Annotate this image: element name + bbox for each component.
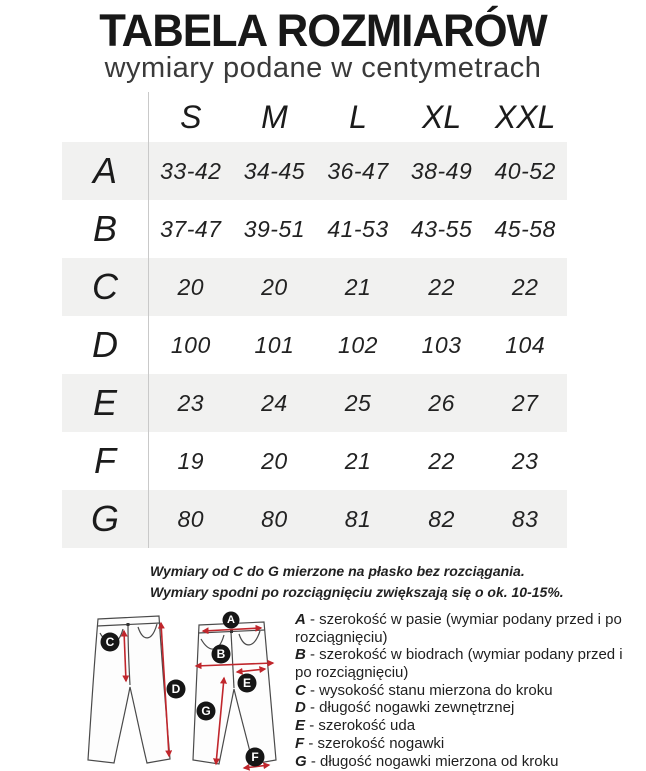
table-cell: 82 (428, 505, 455, 532)
table-cell: 101 (254, 331, 295, 358)
legend-text: - długość nogawki zewnętrznej (310, 699, 515, 717)
row-label: G (90, 498, 119, 539)
marker-g (197, 702, 216, 721)
marker-a (223, 612, 240, 629)
table-cell: 80 (261, 505, 288, 532)
fly-button (127, 623, 130, 626)
page-subtitle: wymiary podane w centymetrach (104, 52, 542, 84)
table-cell: 25 (344, 389, 372, 416)
legend-letter: G (295, 752, 307, 770)
pants-front-left (88, 616, 170, 763)
svg-text:C: C (105, 635, 115, 649)
table-cell: 80 (177, 505, 205, 532)
legend-item-b (295, 646, 643, 681)
table-cell: 21 (344, 273, 372, 300)
marker-d (167, 680, 186, 699)
size-header-xl: XL (422, 98, 462, 135)
svg-text:F: F (251, 750, 259, 764)
table-cell: 23 (177, 389, 205, 416)
table-cell: 20 (261, 273, 288, 300)
legend-letter: E (295, 717, 306, 735)
table-cell: 23 (511, 447, 539, 474)
legend-letter: F (295, 734, 305, 752)
measurement-legend (295, 611, 643, 771)
row-label: E (92, 382, 117, 423)
legend-letter: D (295, 699, 306, 717)
page-title: TABELA ROZMIARÓW (99, 5, 547, 56)
table-cell: 26 (428, 389, 455, 416)
bottom-section (0, 611, 646, 771)
legend-text: - szerokość nogawki (308, 734, 445, 752)
size-header-xxl: XXL (494, 98, 556, 135)
svg-text:D: D (171, 682, 181, 696)
table-cell: 104 (505, 331, 546, 358)
pants-outline (88, 616, 170, 763)
legend-text: - szerokość w biodrach (wymiar podany przed i po rozciągnięciu) (295, 646, 623, 682)
table-row (62, 374, 567, 432)
table-cell: 22 (428, 273, 455, 300)
size-header-l: L (349, 98, 367, 135)
table-cell: 21 (344, 447, 372, 474)
row-label: D (92, 324, 118, 365)
row-label: C (92, 266, 118, 307)
table-row (62, 432, 567, 490)
legend-text: - szerokość uda (309, 717, 416, 735)
legend-item-a (295, 611, 643, 646)
svg-text:A: A (227, 614, 235, 626)
table-cell: 102 (338, 331, 378, 358)
table-cell: 33-42 (160, 157, 222, 184)
table-cell: 38-49 (410, 157, 473, 184)
table-cell: 37-47 (160, 215, 222, 242)
legend-text: - wysokość stanu mierzona do kroku (310, 681, 553, 699)
table-cell: 22 (428, 447, 455, 474)
size-header-row (62, 92, 567, 142)
table-row (62, 258, 567, 316)
table-cell: 81 (344, 505, 372, 532)
table-row (62, 316, 567, 374)
table-cell: 40-52 (494, 157, 556, 184)
svg-text:B: B (216, 647, 226, 661)
fly-button (230, 630, 233, 633)
table-cell: 24 (261, 389, 288, 416)
table-cell: 103 (421, 331, 462, 358)
measurement-notes (150, 561, 646, 603)
table-cell: 20 (261, 447, 288, 474)
legend-item-d (295, 699, 643, 717)
page-header (0, 0, 646, 83)
table-cell: 36-47 (327, 157, 389, 184)
table-cell: 22 (511, 273, 539, 300)
pants-outline (193, 622, 276, 764)
table-cell: 20 (177, 273, 205, 300)
marker-b (212, 645, 231, 664)
size-table (62, 92, 567, 548)
table-cell: 27 (511, 389, 539, 416)
table-cell: 19 (177, 447, 205, 474)
legend-item-e (295, 717, 643, 735)
legend-letter: B (295, 646, 306, 664)
table-row (62, 142, 567, 200)
note-line-1: Wymiary od C do G mierzone na płasko bez rozciągania. (150, 563, 525, 579)
size-header-s: S (180, 98, 202, 135)
legend-item-f (295, 735, 643, 753)
table-cell: 41-53 (327, 215, 389, 242)
legend-item-g (295, 753, 643, 771)
legend-letter: C (295, 681, 306, 699)
legend-text: - długość nogawki mierzona od kroku (310, 752, 559, 770)
legend-item-c (295, 682, 643, 700)
table-row (62, 200, 567, 258)
marker-c (101, 633, 120, 652)
note-line-2: Wymiary spodni po rozciągnięciu zwiększają się o ok. 10-15%. (150, 584, 564, 600)
marker-e (238, 674, 257, 693)
table-row (62, 490, 567, 548)
row-label: F (94, 440, 116, 481)
svg-text:E: E (242, 676, 252, 690)
table-cell: 43-55 (410, 215, 473, 242)
pants-front-right (193, 622, 276, 764)
table-cell: 45-58 (494, 215, 556, 242)
marker-f (246, 748, 265, 767)
table-cell: 39-51 (243, 215, 306, 242)
size-header-m: M (261, 98, 288, 135)
legend-letter: A (295, 611, 306, 628)
table-cell: 34-45 (243, 157, 306, 184)
row-label: A (92, 150, 117, 191)
table-cell: 83 (511, 505, 539, 532)
table-cell: 100 (170, 331, 211, 358)
legend-text: - szerokość w pasie (wymiar podany przed i po rozciągnięciu) (295, 611, 622, 646)
pants-measurement-diagram (66, 611, 290, 771)
svg-text:G: G (201, 704, 211, 718)
table-corner-spacer (62, 92, 149, 142)
row-label: B (92, 208, 117, 249)
